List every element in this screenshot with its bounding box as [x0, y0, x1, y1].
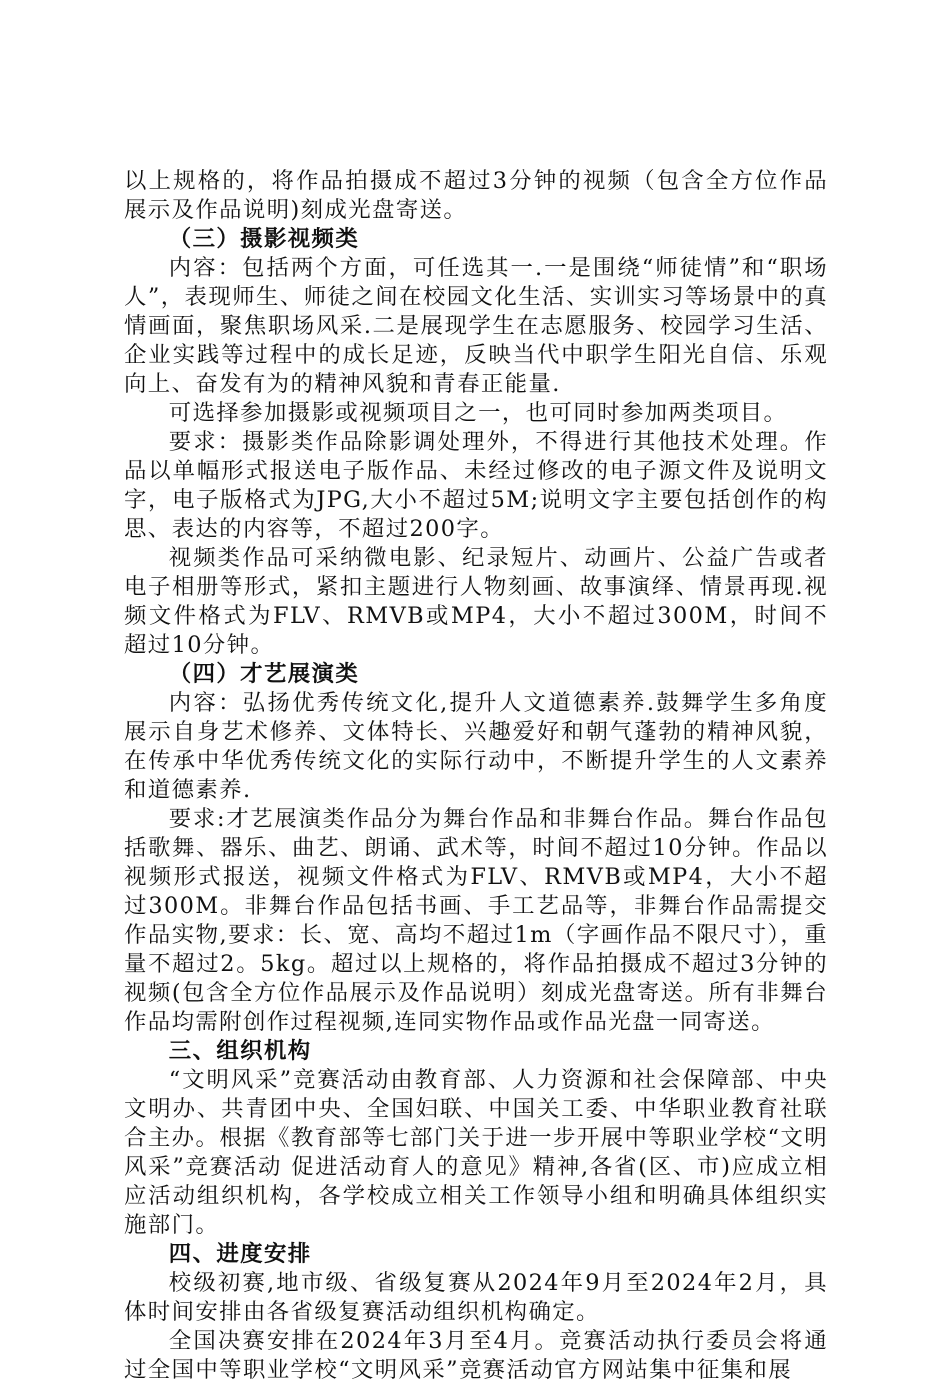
section-heading-schedule: 四、进度安排	[168, 1241, 312, 1267]
paragraph-schedule-school: 校级初赛,地市级、省级复赛从2024年9月至2024年2月，具体时间安排由各省级复赛活动组织机构确定。	[124, 1270, 828, 1325]
section-heading-organization: 三、组织机构	[168, 1038, 312, 1064]
paragraph-photo-requirements: 要求：摄影类作品除影调处理外，不得进行其他技术处理。作品以单幅形式报送电子版作品、未经过修改的电子源文件及说明文字，电子版格式为JPG,大小不超过5M;说明文字主要包括创作的构思、表达的内容等，不超过200字。	[124, 429, 828, 542]
paragraph-schedule-national: 全国决赛安排在2024年3月至4月。竞赛活动执行委员会将通过全国中等职业学校“文明风采”竞赛活动官方网站集中征集和展	[124, 1328, 828, 1383]
section-heading-talent: （四）才艺展演类	[168, 661, 360, 687]
paragraph-video-requirements: 视频类作品可采纳微电影、纪录短片、动画片、公益广告或者电子相册等形式，紧扣主题进行人物刻画、故事演绎、情景再现.视频文件格式为FLV、RMVB或MP4，大小不超过300M，时间不超过10分钟。	[124, 545, 828, 658]
paragraph-talent-requirements: 要求:才艺展演类作品分为舞台作品和非舞台作品。舞台作品包括歌舞、器乐、曲艺、朗诵、武术等，时间不超过10分钟。作品以视频形式报送，视频文件格式为FLV、RMVB或MP4，大小不超过300M。非舞台作品包括书画、手工艺品等，非舞台作品需提交作品实物,要求：长、宽、高均不超过1m（字画作品不限尺寸），重量不超过2。5kg。超过以上规格的，将作品拍摄成不超过3分钟的视频(包含全方位作品展示及作品说明）刻成光盘寄送。所有非舞台作品均需附创作过程视频,连同实物作品或作品光盘一同寄送。	[124, 806, 828, 1035]
document-page	[124, 167, 828, 1385]
paragraph-continuation: 以上规格的，将作品拍摄成不超过3分钟的视频（包含全方位作品展示及作品说明)刻成光盘寄送。	[124, 168, 828, 223]
section-heading-photo-video: （三）摄影视频类	[168, 226, 360, 252]
paragraph-photo-choice: 可选择参加摄影或视频项目之一，也可同时参加两类项目。	[168, 400, 788, 426]
paragraph-organization: “文明风采”竞赛活动由教育部、人力资源和社会保障部、中央文明办、共青团中央、全国妇联、中国关工委、中华职业教育社联合主办。根据《教育部等七部门关于进一步开展中等职业学校“文明风采”竞赛活动 促进活动育人的意见》精神,各省(区、市)应成立相应活动组织机构，各学校成立相关工作领导小组和明确具体组织实施部门。	[124, 1067, 828, 1238]
paragraph-talent-content: 内容：弘扬优秀传统文化,提升人文道德素养.鼓舞学生多角度展示自身艺术修养、文体特长、兴趣爱好和朝气蓬勃的精神风貌，在传承中华优秀传统文化的实际行动中，不断提升学生的人文素养和道德素养.	[124, 690, 828, 803]
paragraph-photo-content: 内容：包括两个方面，可任选其一.一是围绕“师徒情”和“职场人”，表现师生、师徒之间在校园文化生活、实训实习等场景中的真情画面，聚焦职场风采.二是展现学生在志愿服务、校园学习生活、企业实践等过程中的成长足迹，反映当代中职学生阳光自信、乐观向上、奋发有为的精神风貌和青春正能量.	[124, 255, 828, 397]
